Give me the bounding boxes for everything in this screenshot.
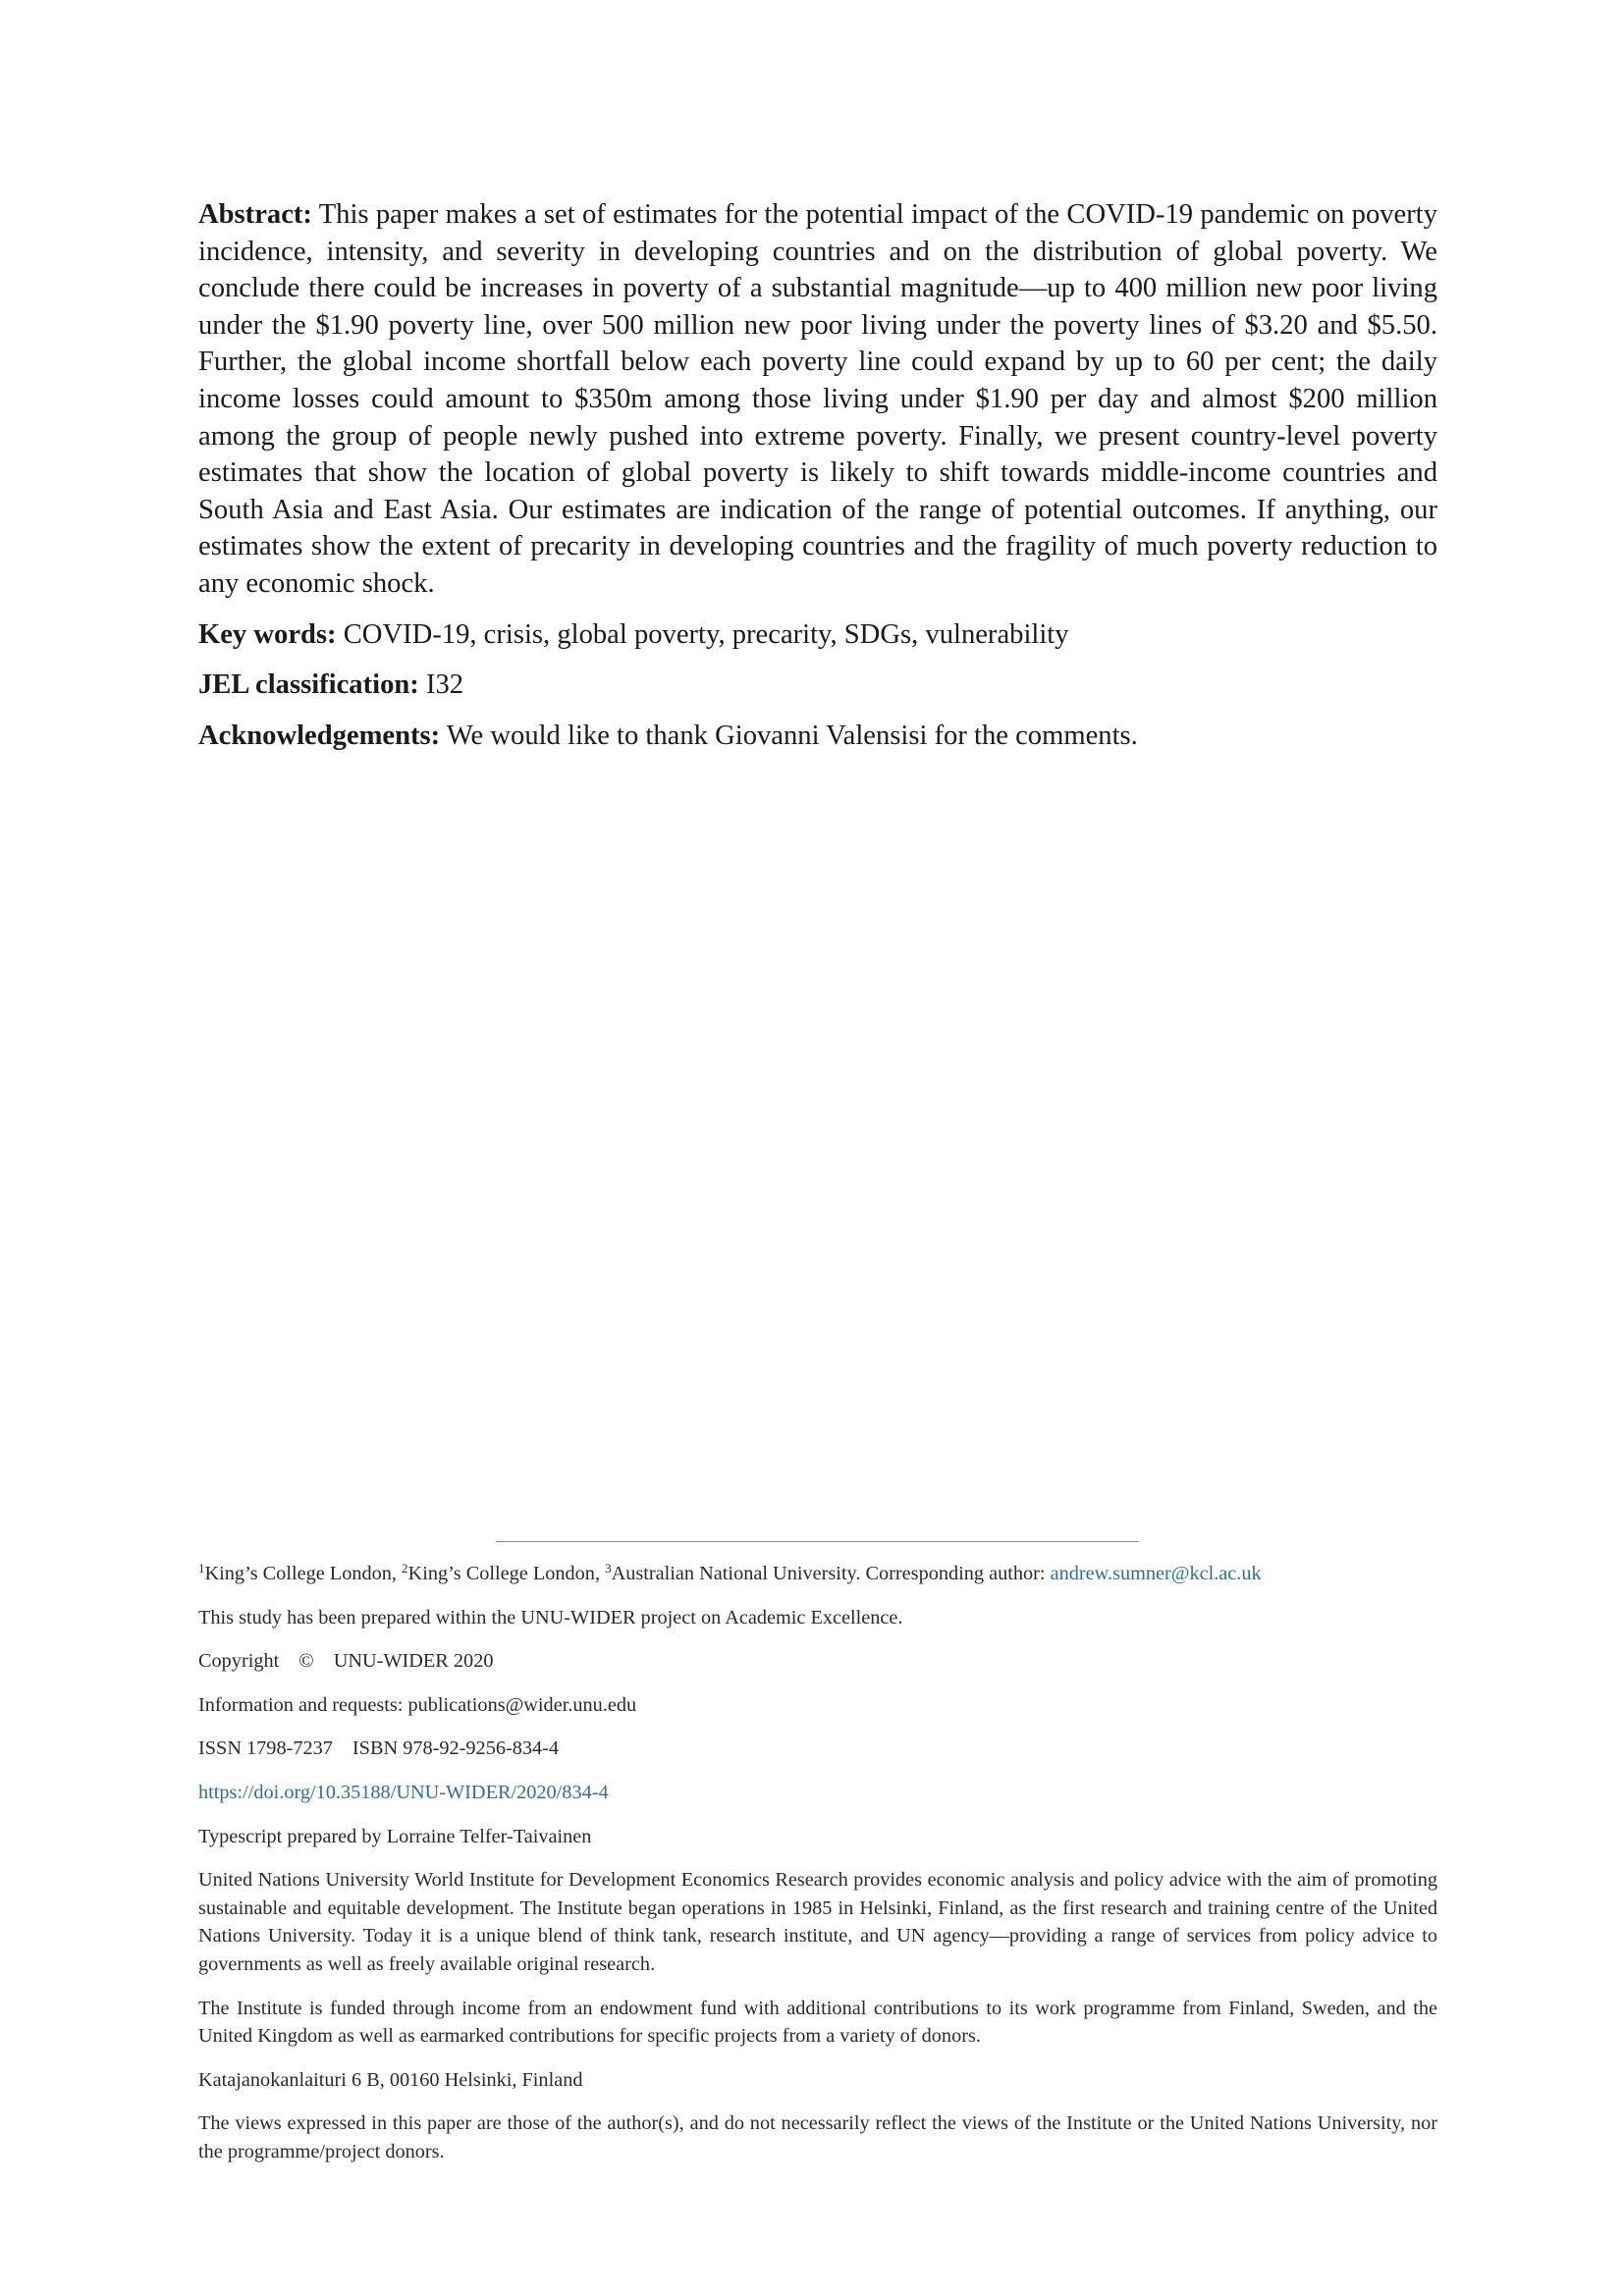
- doi-link[interactable]: https://doi.org/10.35188/UNU-WIDER/2020/834-4: [198, 1781, 609, 1803]
- jel-text: I32: [418, 669, 464, 701]
- footnote-divider: [496, 1541, 1139, 1542]
- disclaimer: The views expressed in this paper are those of the author(s), and do not necessarily reflect the views of the Institute or the United Nations University, nor the programme/project donors.: [198, 2112, 1437, 2163]
- affiliations-footnote: [198, 1560, 1437, 1588]
- project-note: This study has been prepared within the UNU-WIDER project on Academic Excellence.: [198, 1606, 903, 1629]
- acknowledgements-text: We would like to thank Giovanni Valensisi for the comments.: [440, 720, 1138, 751]
- aff1-mark: 1: [198, 1561, 205, 1575]
- keywords-text: COVID-19, crisis, global poverty, precarity, SDGs, vulnerability: [336, 618, 1069, 650]
- jel-label: JEL classification:: [198, 669, 419, 701]
- abstract-label: Abstract:: [198, 199, 312, 230]
- aff1-text: King’s College London,: [204, 1563, 403, 1584]
- copyright-symbol: ©: [298, 1650, 314, 1673]
- aff2-mark: 2: [402, 1561, 408, 1575]
- aff2-text: King’s College London,: [407, 1563, 606, 1584]
- institute-funding: The Institute is funded through income from an endowment fund with additional contributions to its work programme from Finland, Sweden, and the United Kingdom as well as earmarked contributions for specific projects from a variety of donors.: [198, 1997, 1437, 2048]
- keywords-paragraph: [198, 616, 1437, 654]
- keywords-label: Key words:: [198, 618, 337, 650]
- abstract-text: This paper makes a set of estimates for the potential impact of the COVID-19 pandemic on poverty incidence, intensity, and severity in developing countries and on the distribution of global poverty. We conclude there could be increases in poverty of a substantial magnitude—up to 400 million new poor living under the $1.90 poverty line, over 500 million new poor living under the poverty lines of $3.20 and $5.50. Further, the global income shortfall below each poverty line could expand by up to 60 per cent; the daily income losses could amount to $350m among those living under $1.90 per day and almost $200 million among the group of people newly pushed into extreme poverty. Finally, we present country-level poverty estimates that show the location of global poverty is likely to shift towards middle-income countries and South Asia and East Asia. Our estimates are indication of the range of potential outcomes. If anything, our estimates show the extent of precarity in developing countries and the fragility of much poverty reduction to any economic shock.: [198, 199, 1437, 599]
- copyright-holder: UNU-WIDER 2020: [333, 1650, 494, 1673]
- typescript-note: Typescript prepared by Lorraine Telfer-Taivainen: [198, 1825, 592, 1847]
- acknowledgements-paragraph: [198, 718, 1437, 755]
- issn: ISSN 1798-7237: [198, 1737, 333, 1760]
- footnote-area: [198, 1541, 1437, 2182]
- copyright-label: Copyright: [198, 1650, 280, 1673]
- aff3-mark: 3: [605, 1561, 612, 1575]
- acknowledgements-label: Acknowledgements:: [198, 720, 441, 751]
- isbn: ISBN 978-92-9256-834-4: [352, 1737, 560, 1760]
- information-requests: Information and requests: publications@wider.unu.edu: [198, 1693, 637, 1716]
- doi-line: [198, 1779, 1437, 1807]
- institute-address: Katajanokanlaituri 6 B, 00160 Helsinki, Finland: [198, 2068, 583, 2091]
- aff3-text: Australian National University. Corresponding author:: [611, 1563, 1051, 1584]
- copyright-line: [198, 1647, 1437, 1676]
- abstract-paragraph: [198, 196, 1437, 603]
- author-email-link[interactable]: andrew.sumner@kcl.ac.uk: [1050, 1563, 1262, 1584]
- institute-about: United Nations University World Institute for Development Economics Research provides economic analysis and policy advice with the aim of promoting sustainable and equitable development. The Institute began operations in 1985 in Helsinki, Finland, as the first research and training centre of the United Nations University. Today it is a unique blend of think tank, research institute, and UN agency—providing a range of services from policy advice to governments as well as freely available original research.: [198, 1869, 1437, 1975]
- jel-paragraph: [198, 667, 1437, 704]
- front-matter: [198, 196, 1437, 768]
- issn-isbn-line: [198, 1735, 1437, 1763]
